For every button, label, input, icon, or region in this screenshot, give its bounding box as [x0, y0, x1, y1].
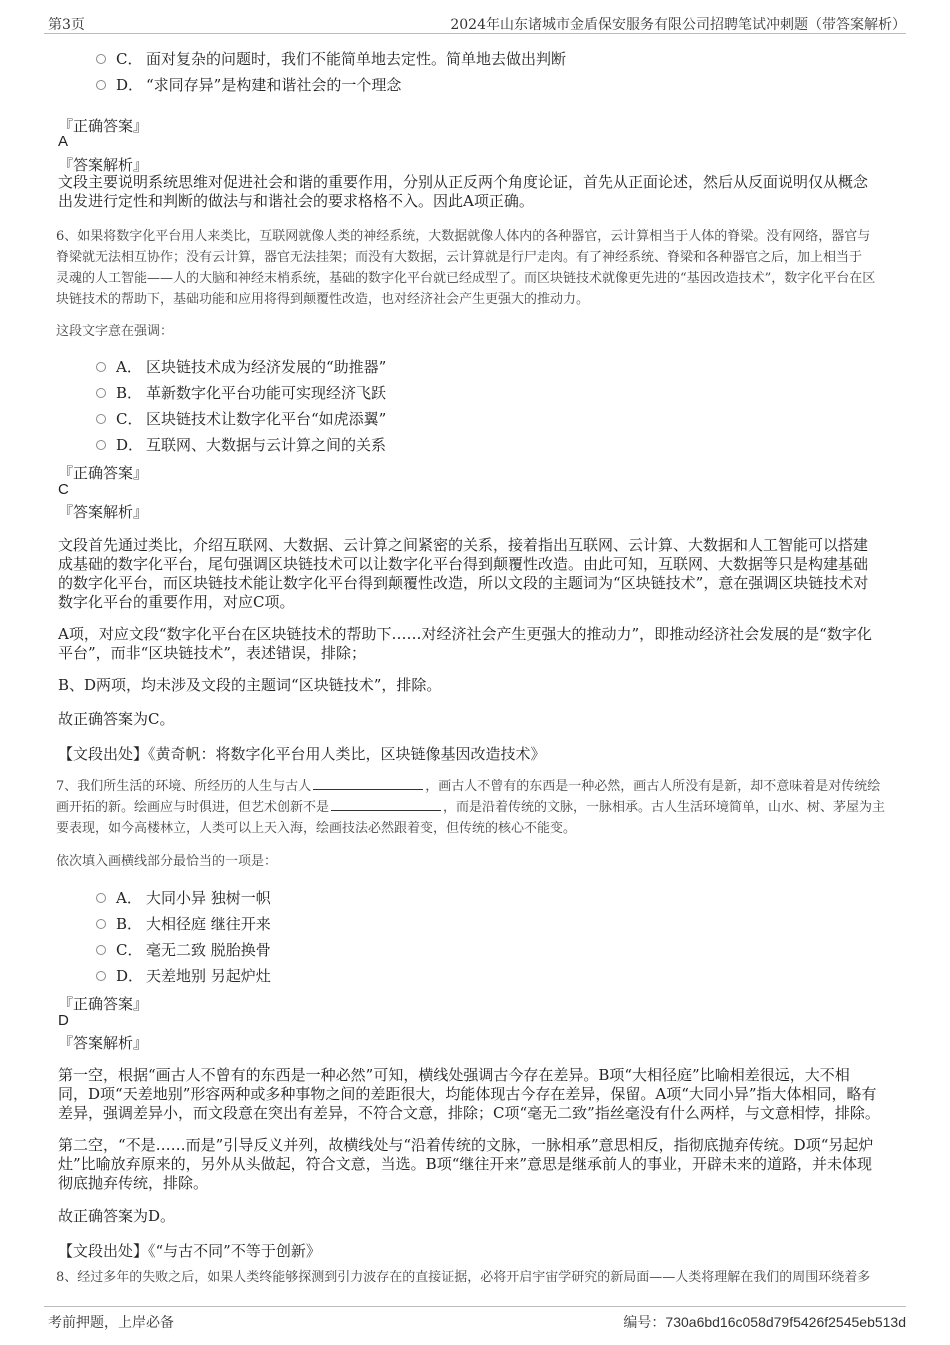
q6-text: 6、如果将数字化平台用人来类比，互联网就像人类的神经系统，大数据就像人体内的各种器官，云计算相当于人体的脊梁。没有网络，器官与 脊梁就无法相互协作；没有云计算，器官无法挂架；而没有大数据，云计算就是行尸走肉。有了神经系统、脊梁和各种器官之后，加上相当于 灵魂的人工智能——人的大脑和神经末梢系统，基础的数字化平台就已经成型了。而区块链技术就像更先进的“基因改造技术”，数字化平台在区 块链技术的帮助下，基础功能和应用将得到颠覆性改造，也对经济社会产生更强大的推动力。 [56, 229, 876, 307]
q6-stem: 这段文字意在强调： [56, 324, 174, 339]
footer-divider [44, 1306, 906, 1307]
q5-answer-heading: 『正确答案』 [58, 117, 149, 135]
q6-option-a[interactable]: A． 区块链技术成为经济发展的“助推器” [96, 356, 386, 377]
radio-icon[interactable] [96, 440, 106, 450]
q6-option-c[interactable]: C． 区块链技术让数字化平台“如虎添翼” [96, 408, 386, 429]
q7-analysis-3: 故正确答案为D。 [58, 1207, 176, 1225]
q6-analysis-1: 文段首先通过类比，介绍互联网、大数据、云计算之间紧密的关系，接着指出互联网、云计算、大数据和人工智能可以搭建 成基础的数字化平台，尾句强调区块链技术可以让数字化平台得到颠覆性改造。由此可知，互联网、大数据等只是构建基础 的数字化平台，而区块链技术能让数字化平台得到颠覆性改造，所以文段的主题词为“区块链技术”，意在强调区块链技术对 数字化平台的重要作用，对应C项。 [58, 536, 869, 611]
radio-icon[interactable] [96, 80, 106, 90]
q5-answer: A [58, 133, 69, 150]
q6-option-b[interactable]: B． 革新数字化平台功能可实现经济飞跃 [96, 382, 386, 403]
radio-icon[interactable] [96, 971, 106, 981]
q7-source: 【文段出处】《“与古不同”不等于创新》 [58, 1242, 321, 1260]
q7-option-b[interactable]: B． 大相径庭 继往开来 [96, 913, 271, 934]
q6-answer: C [58, 481, 69, 498]
radio-icon[interactable] [96, 362, 106, 372]
header-divider [44, 33, 906, 34]
q7-text: 7、我们所生活的环境、所经历的人生与古人 ，画古人不曾有的东西是一种必然，画古人所没有是新，却不意味着是对传统绘 画开拓的新。绘画应与时俱进，但艺术创新不是 ，而是沿着传统的文脉，一脉相承。古人生活环境简单，山水、树、茅屋为主 要表现，如今高楼林立，人类可以上天入海，绘画技法必然跟着变，但传统的核心不能变。 [56, 779, 886, 836]
radio-icon[interactable] [96, 945, 106, 955]
q6-option-d[interactable]: D． 互联网、大数据与云计算之间的关系 [96, 434, 386, 455]
q6-analysis-3: B、D两项，均未涉及文段的主题词“区块链技术”，排除。 [58, 676, 442, 694]
footer-slogan: 考前押题，上岸必备 [48, 1315, 174, 1331]
q6-analysis-2: A项，对应文段“数字化平台在区块链技术的帮助下……对经济社会产生更强大的推动力”，即推动经济社会发展的是“数字化 平台”，而非“区块链技术”，表述错误，排除； [58, 625, 872, 662]
radio-icon[interactable] [96, 54, 106, 64]
radio-icon[interactable] [96, 388, 106, 398]
q5-option-c[interactable]: C． 面对复杂的问题时，我们不能简单地去定性。简单地去做出判断 [96, 48, 566, 69]
page-number: 第3页 [48, 17, 85, 33]
q5-option-d[interactable]: D． “求同存异”是构建和谐社会的一个理念 [96, 74, 401, 95]
radio-icon[interactable] [96, 893, 106, 903]
q7-analysis-heading: 『答案解析』 [58, 1034, 149, 1052]
q7-option-d[interactable]: D． 天差地别 另起炉灶 [96, 965, 271, 986]
q6-analysis-heading: 『答案解析』 [58, 503, 149, 521]
q7-option-c[interactable]: C． 毫无二致 脱胎换骨 [96, 939, 271, 960]
q7-option-a[interactable]: A． 大同小异 独树一帜 [96, 887, 271, 908]
fill-blank [331, 798, 441, 811]
q7-answer: D [58, 1012, 69, 1029]
q7-analysis-1: 第一空，根据“画古人不曾有的东西是一种必然”可知，横线处强调古今存在差异。B项“大相径庭”比喻相差很远，大不相 同，D项“天差地别”形容两种或多种事物之间的差距很大，均能体现古今存在差异，保留。A项“大同小异”指大体相同，略有 差异，强调差异小，而文段意在突出有差异，不符合文意，排除；C项“毫无二致”指丝毫没有什么两样，与文意相悖，排除。 [58, 1066, 880, 1122]
document-title: 2024年山东诸城市金盾保安服务有限公司招聘笔试冲刺题（带答案解析） [450, 17, 906, 33]
q7-answer-heading: 『正确答案』 [58, 995, 149, 1013]
q5-analysis-heading: 『答案解析』 [58, 156, 149, 174]
q8-text: 8、经过多年的失败之后，如果人类终能够探测到引力波存在的直接证据，必将开启宇宙学研究的新局面——人类将理解在我们的周围环绕着多 [56, 1270, 871, 1285]
q7-analysis-2: 第二空，“不是……而是”引导反义并列，故横线处与“沿着传统的文脉，一脉相承”意思相反，指彻底抛弃传统。D项“另起炉 灶”比喻放弃原来的，另外从头做起，符合文意，当选。B项“继往开来”意思是继承前人的事业，开辟未来的道路，并未体现 彻底抛弃传统，排除。 [58, 1136, 874, 1192]
radio-icon[interactable] [96, 919, 106, 929]
fill-blank [313, 777, 423, 790]
footer-code: 编号：730a6bd16c058d79f5426f2545eb513d [623, 1314, 906, 1331]
q7-stem: 依次填入画横线部分最恰当的一项是： [56, 854, 278, 869]
q6-answer-heading: 『正确答案』 [58, 464, 149, 482]
q6-source: 【文段出处】《黄奇帆：将数字化平台用人类比，区块链像基因改造技术》 [58, 745, 546, 763]
q5-analysis: 文段主要说明系统思维对促进社会和谐的重要作用，分别从正反两个角度论证，首先从正面论述，然后从反面说明仅从概念 出发进行定性和判断的做法与和谐社会的要求格格不入。因此A项正确。 [58, 173, 869, 210]
radio-icon[interactable] [96, 414, 106, 424]
q6-analysis-4: 故正确答案为C。 [58, 710, 175, 728]
